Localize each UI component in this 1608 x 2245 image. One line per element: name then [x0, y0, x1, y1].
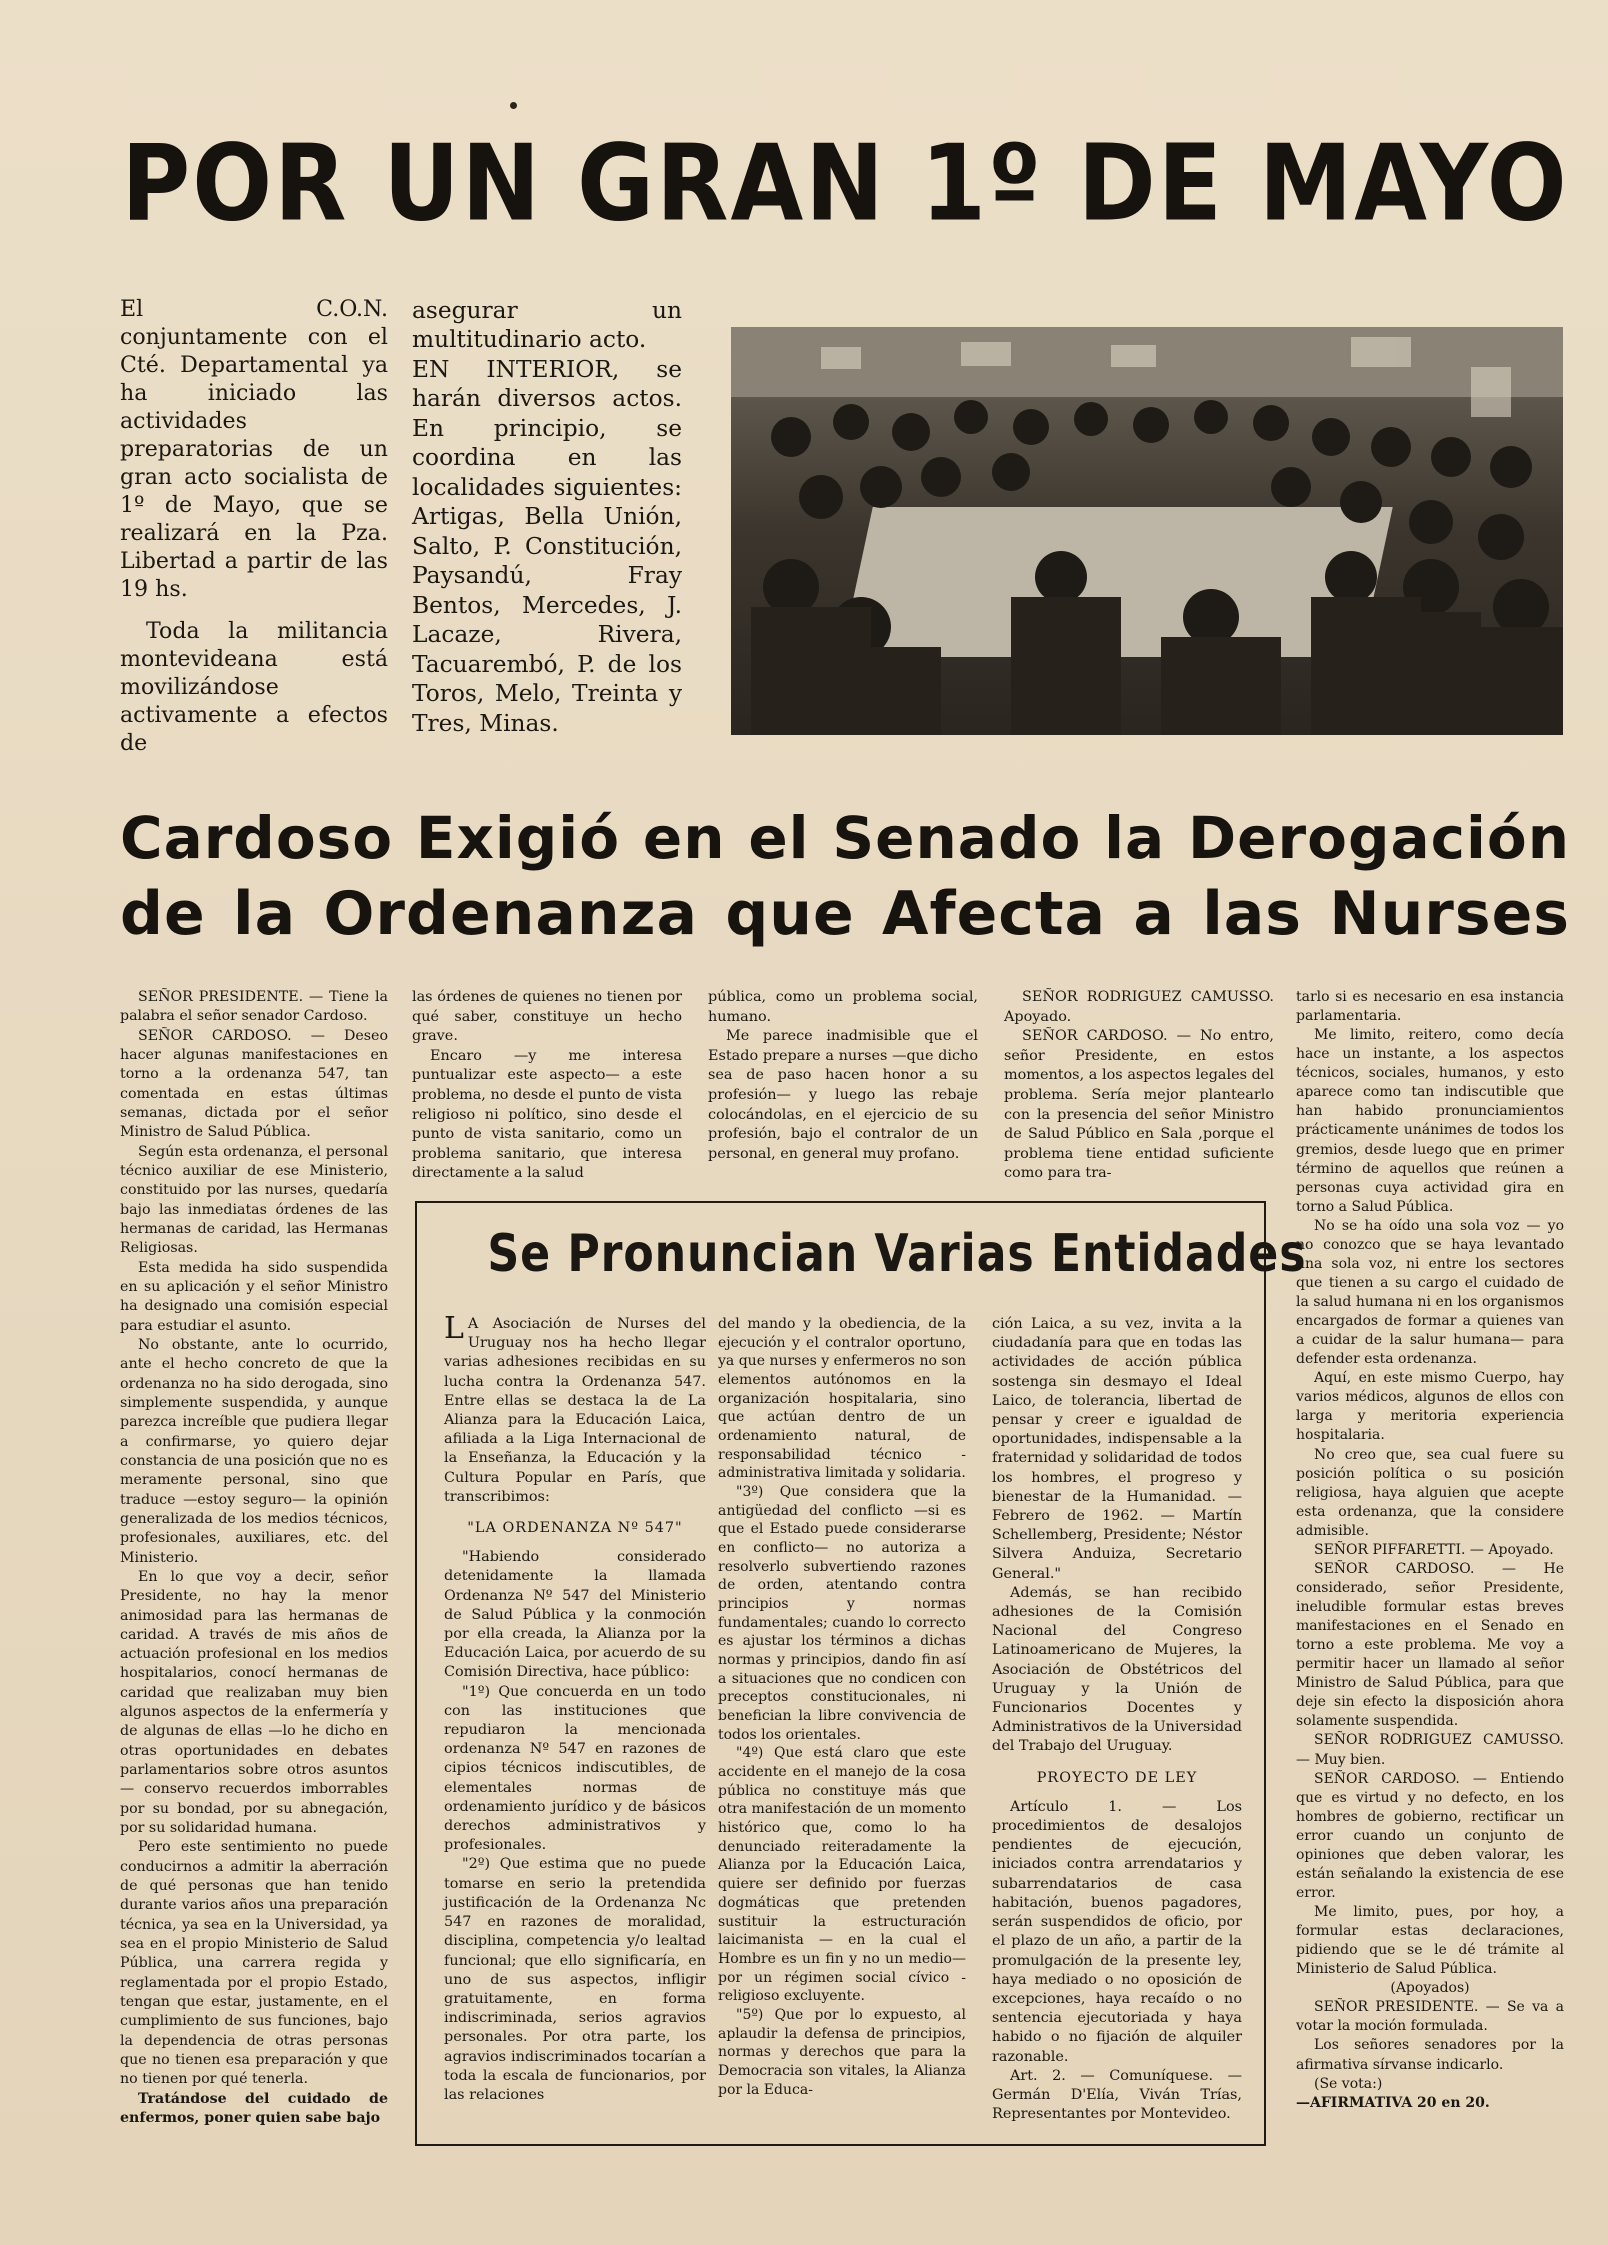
paragraph: Me parece inadmisible que el Estado prepare a nurses —que dicho sea de paso hacen honor a su profesión— y luego las rebaje colocándolas, en el ejercicio de su profesión, bajo el contralor de un personal, en general muy profano. — [708, 1028, 978, 1162]
paragraph: "2º) Que estima que no puede tomarse en serio la pretendida justificación de la Ordenanza Nc 547 en razones de moralidad, disciplina, competencia y/o lealtad funcional; que ello significaría, en uno de sus aspectos, infligir gratuitamente, en forma indiscriminada, serios agravios personales. Por otra parte, los agravios indiscriminados tocarían a toda la escala de funcionarios, por las relaciones — [444, 1856, 706, 2103]
paragraph: "Habiendo considerado detenidamente la llamada Ordenanza Nº 547 del Ministerio de Salud Pública y la conmoción por ella creada, la Alianza por la Educación Laica, por acuerdo de su Comisión Directiva, hace público: — [444, 1549, 706, 1681]
senate-column-5 — [1296, 988, 1564, 2113]
second-headline-line-2: de la Ordenanza que Afecta a las Nurses — [120, 879, 1570, 949]
paragraph: Aquí, en este mismo Cuerpo, hay varios médicos, algunos de ellos con larga y meritoria experiencia hospitalaria. — [1296, 1370, 1564, 1444]
paragraph: tarlo si es necesario en esa instancia parlamentaria. — [1296, 989, 1564, 1025]
lead-paragraph: El C.O.N. conjuntamente con el Cté. Departamental ya ha iniciado las actividades preparatorias de un gran acto socialista de 1º de Mayo, que se realizará en la Pza. Libertad a partir de las 19 hs. — [120, 296, 388, 602]
paragraph: SEÑOR RODRIGUEZ CAMUSSO. Apoyado. — [1004, 989, 1274, 1025]
paragraph: "5º) Que por lo expuesto, al aplaudir la defensa de principios, normas y derechos que para la Democracia son vitales, la Alianza por la Educa- — [718, 2006, 966, 2098]
paragraph: SEÑOR PIFFARETTI. — Apoyado. — [1314, 1541, 1554, 1558]
second-headline-line-1: Cardoso Exigió en el Senado la Derogación — [120, 804, 1570, 872]
paragraph: Según esta ordenanza, el personal técnico auxiliar de ese Ministerio, constituido por las nurses, quedaría bajo las inmediatas órdenes de las hermanas de caridad, las Hermanas Religiosas. — [120, 1143, 388, 1257]
paragraph: Art. 2. — Comuníquese. — Germán D'Elía, Viván Trías, Representantes por Montevideo. — [992, 2067, 1242, 2123]
paragraph: pública, como un problema social, humano. — [708, 989, 978, 1025]
senate-column-1 — [120, 988, 388, 2128]
box-title: Se Pronuncian Varias Entidades — [487, 1224, 1307, 1284]
box-subheading: "LA ORDENANZA Nº 547" — [467, 1520, 683, 1537]
box-column-2 — [718, 1315, 966, 2099]
lead-paragraph: EN INTERIOR, se harán diversos actos. En principio, se coordina en las localidades siguientes: Artigas, Bella Unión, Salto, P. Constitución, Paysandú, Fray Bentos, Mercedes, J. Lacaze, Rivera, Tacuarembó, P. de los Toros, Melo, Treinta y Tres, Minas. — [412, 355, 682, 737]
paragraph: —AFIRMATIVA 20 en 20. — [1296, 2094, 1490, 2111]
lead-paragraph: asegurar un multitudinario acto. — [412, 297, 682, 354]
paragraph — [444, 1311, 706, 1507]
box-column-1 — [444, 1311, 706, 2105]
meeting-photo — [731, 327, 1563, 735]
paragraph: las órdenes de quienes no tienen por qué saber, constituye un hecho grave. — [412, 989, 682, 1045]
paragraph: SEÑOR RODRIGUEZ CAMUSSO. — Muy bien. — [1296, 1732, 1564, 1768]
paragraph: Encaro —y me interesa puntualizar este aspecto— a este problema, no desde el punto de vista religioso ni político, sino desde el punto de vista sanitario, como un problema sanitario, que interesa directamente a la salud — [412, 1047, 682, 1182]
lead-column-1 — [120, 296, 388, 758]
box-column-3 — [992, 1315, 1242, 2124]
paragraph: ción Laica, a su vez, invita a la ciudadanía para que en todas las actividades de acción pública sostenga sin desmayo el Ideal Laico, de tolerancia, libertad de pensar y creer e igualdad de oportunidades, indispensable a la fraternidad y solidaridad de todos los hombres, el progreso y bienestar de la Humanidad. — Febrero de 1962. — Martín Schellemberg, Presidente; Néstor Silvera Anduiza, Secretario General." — [992, 1316, 1242, 1582]
paragraph: SEÑOR PRESIDENTE. — Se va a votar la moción formulada. — [1296, 1999, 1564, 2035]
drop-cap: L — [444, 1311, 464, 1346]
paragraph: Me limito, pues, por hoy, a formular estas declaraciones, pidiendo que se le dé trámite al Ministerio de Salud Pública. — [1296, 1904, 1564, 1978]
paragraph: No se ha oído una sola voz — yo no conozco que se haya levantado una sola voz, ni entre los sectores que tienen a su cargo el cuidado de la salud humana ni en los organismos encargados de formar a quienes van a cuidar de la salur humana— para defender esta ordenanza. — [1296, 1217, 1564, 1368]
paragraph: SEÑOR CARDOSO. — Deseo hacer algunas manifestaciones en torno a la ordenanza 547, tan comentada en estas últimas semanas, dictada por el señor Ministro de Salud Pública. — [120, 1027, 388, 1141]
paragraph: del mando y la obediencia, de la ejecución y el contralor oportuno, ya que nurses y enfermeros no son elementos autónomos en la organización hospitalaria, sino que actúan dentro de un ordenamiento natural, de responsabilidad técnico - administrativa limitada y solidaria. — [718, 1316, 966, 1482]
paragraph: No obstante, ante lo ocurrido, ante el hecho concreto de que la ordenanza no ha sido derogada, sino simplemente suspendida, y aunque parezca increíble que pudiera llegar a confirmarse, yo quiero dejar constancia de una posición que no es meramente personal, sino que traduce —estoy seguro— la opinión generalizada de los medios técnicos, profesionales, auxiliares, etc. del Ministerio. — [120, 1336, 388, 1566]
paragraph: Además, se han recibido adhesiones de la Comisión Nacional del Congreso Latinoamericano de Mujeres, la Asociación de Obstétricos del Uruguay y la Unión de Funcionarios Docentes y Administrativos de la Universidad del Trabajo del Uruguay. — [992, 1584, 1242, 1755]
paragraph: (Apoyados) — [1390, 1980, 1470, 1997]
paragraph: SEÑOR CARDOSO. — He considerado, señor Presidente, ineludible formular estas breves manifestaciones en el Senado en torno a este problema. Me voy a permitir hacer un llamado al señor Ministro de Salud Pública, para que deje sin efecto la disposición ahora solamente suspendida. — [1296, 1560, 1564, 1730]
paragraph: Esta medida ha sido suspendida en su aplicación y el señor Ministro ha designado una comisión especial para estudiar el asunto. — [120, 1259, 388, 1334]
paragraph: "4º) Que está claro que este accidente en el manejo de la cosa pública no constituye más que otra manifestación de un momento histórico que, como lo ha denunciado reiteradamente la Alianza por la Educación Laica, quiere ser definido por fuerzas dogmáticas que pretenden sustituir la estructuración laicimanista — en la cual el Hombre es un fin y no un medio— por un régimen social cívico - religioso excluyente. — [718, 1745, 967, 2005]
main-headline: POR UN GRAN 1º DE MAYO — [121, 123, 1569, 246]
meeting-photo-image — [731, 327, 1563, 735]
senate-column-4 — [1004, 988, 1274, 1184]
paragraph: Artículo 1. — Los procedimientos de desalojos pendientes de ejecución, iniciados contra arrendatarios y subarrendatarios de casa habitación, buenos pagadores, serán suspendidos de oficio, por el plazo de un año, a partir de la promulgación de la presente ley, haya mediado o no oposición de excepciones, haya recaído o no sentencia ejecutoriada y haya habido o no fijación de alquiler razonable. — [992, 1798, 1242, 2065]
paragraph: (Se vota:) — [1314, 2075, 1383, 2092]
paragraph: "3º) Que considera que la antigüedad del conflicto —si es que el Estado puede considerarse en conflicto— no autoriza a resolverlo subvertiendo razones de orden, atentando contra principios y normas fundamentales; cuando lo correcto es ajustar los términos a dichas normas y principios, dando fin así a situaciones que no condicen con preceptos constitucionales, ni benefician la libre convivencia de todos los orientales. — [718, 1484, 966, 1743]
paragraph: En lo que voy a decir, señor Presidente, no hay la menor animosidad para las hermanas de caridad. A través de mis años de actuación profesional en los medios hospitalarios, conocí hermanas de caridad que realizaban muy bien algunos aspectos de la enfermería y de algunas de ellas —lo he dicho en otras oportunidades en debates parlamentarios sobre otros asuntos— conservo recuerdos imborrables por su bondad, por su abnegación, por su solidaridad humana. — [120, 1568, 388, 1837]
paragraph: Tratándose del cuidado de enfermos, poner quien sabe bajo — [120, 2090, 388, 2127]
paragraph: SEÑOR CARDOSO. — Entiendo que es virtud y no defecto, en los hombres de gobierno, rectificar un error cuando un conjunto de opiniones que deben valorar, les están señalando la existencia de ese error. — [1296, 1770, 1564, 1901]
paragraph: SEÑOR PRESIDENTE. — Tiene la palabra el señor senador Cardoso. — [120, 989, 388, 1025]
print-speck — [510, 102, 517, 109]
senate-column-3 — [708, 988, 978, 1164]
box-subheading: PROYECTO DE LEY — [1036, 1769, 1198, 1786]
lead-column-2 — [412, 296, 682, 738]
paragraph: "1º) Que concuerda en un todo con las instituciones que repudiaron la mencionada ordenanza Nº 547 en razones de cipios técnicos indiscutibles, de elementales normas de ordenamiento jurídico y de básicos derechos administrativos y profesionales. — [444, 1683, 706, 1854]
paragraph: Los señores senadores por la afirmativa sírvanse indicarlo. — [1296, 2037, 1564, 2073]
senate-column-2 — [412, 988, 682, 1184]
second-headline — [120, 800, 1570, 952]
lead-paragraph: Toda la militancia montevideana está movilizándose activamente a efectos de — [120, 617, 388, 756]
paragraph: Me limito, reitero, como decía hace un instante, a los aspectos técnicos, sociales, humanos, y esto aparece como tan indiscutible que han habido pronunciamientos prácticamente unánimes de todos los gremios, desde luego que en primer término de aquellos que reúnen a personas cuya actividad gira en torno a Salud Pública. — [1296, 1027, 1564, 1215]
paragraph: Pero este sentimiento no puede conducirnos a admitir la aberración de qué personas que han tenido durante varios años una preparación técnica, ya sea en la Universidad, ya sea en el propio Ministerio de Salud Pública, una carrera regida y reglamentada por el propio Estado, tengan que estar, justamente, en el cumplimiento de sus funciones, bajo la dependencia de otras personas que no tienen esa preparación y que no tienen por qué tenerla. — [120, 1839, 388, 2088]
paragraph-text: A Asociación de Nurses del Uruguay nos ha hecho llegar varias adhesiones recibidas en su lucha contra la Ordenanza 547. Entre ellas se destaca la de La Alianza para la Educación Laica, afiliada a la Liga Internacional de la Enseñanza, la Educación y la Cultura Popular en París, que transcribimos: — [444, 1316, 706, 1505]
paragraph: No creo que, sea cual fuere su posición política o su posición religiosa, haya alguien que acepte esta ordenanza, que la considere admisible. — [1296, 1446, 1564, 1539]
paragraph: SEÑOR CARDOSO. — No entro, señor Presidente, en estos momentos, a los aspectos legales del problema. Sería mejor plantearlo con la presencia del señor Ministro de Salud Público en Sala ,porque el problema tiene entidad suficiente como para tra- — [1004, 1028, 1274, 1182]
